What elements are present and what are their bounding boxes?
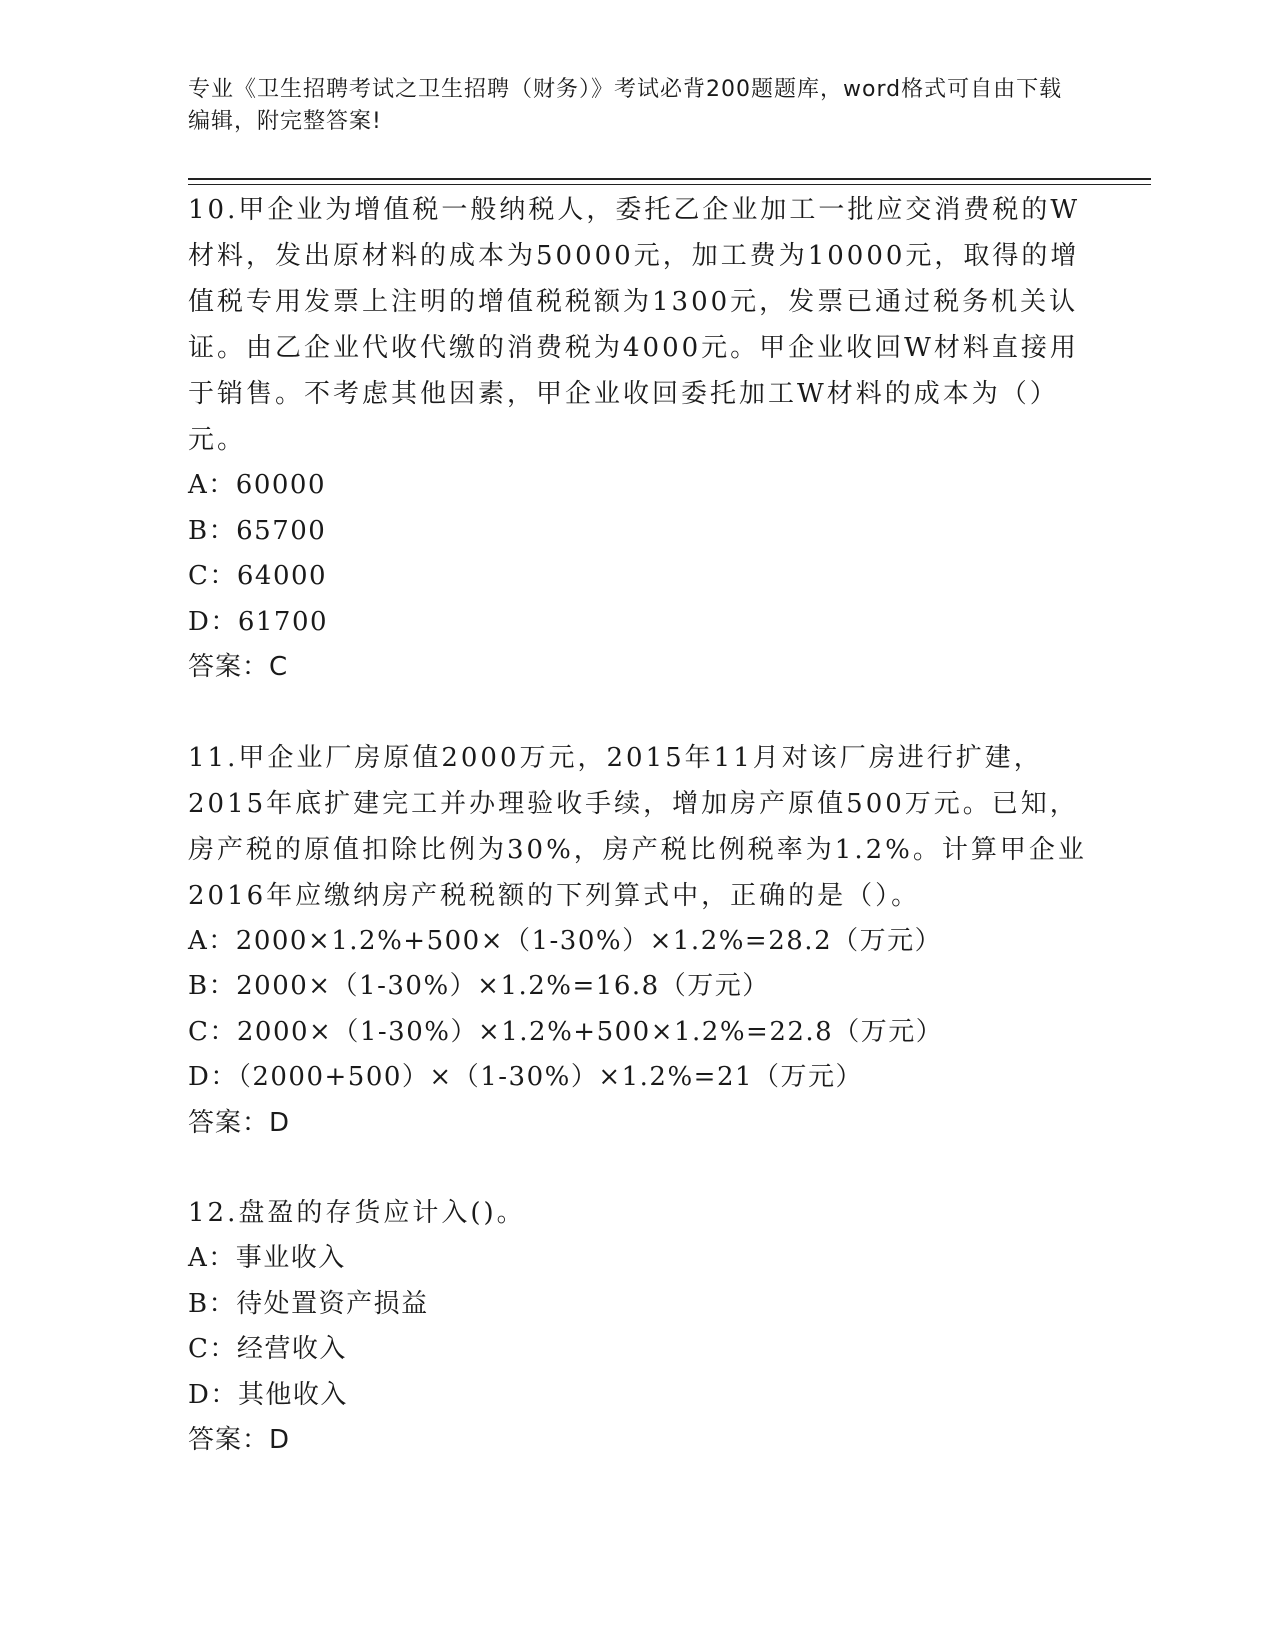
question-stem: 12.盘盈的存货应计入()。 [188,1198,526,1228]
header-divider-thick [188,178,1151,180]
answer-line: 答案：D [188,1107,291,1138]
question-list [188,187,1088,1464]
question-10 [188,187,1088,691]
answer-line: 答案：C [188,652,289,682]
document-header: 专业《卫生招聘考试之卫生招聘（财务）》考试必背200题题库，word格式可自由下载编辑，附完整答案! [188,77,1063,134]
option-c: C：经营收入 [188,1334,347,1364]
answer-line: 答案：D [188,1425,291,1455]
question-12 [188,1190,1088,1464]
option-d: D：（2000+500）×（1-30%）×1.2%=21（万元） [188,1062,864,1092]
option-d: D：61700 [188,606,329,637]
question-stem: 10.甲企业为增值税一般纳税人，委托乙企业加工一批应交消费税的W材料，发出原材料的成本为50000元，加工费为10000元，取得的增值税专用发票上注明的增值税税额为1300元，发票已通过税务机关认证。由乙企业代收代缴的消费税为4000元。甲企业收回W材料直接用于销售。不考虑其他因素，甲企业收回委托加工W材料的成本为（）元。 [188,195,1081,455]
option-a: A：60000 [188,470,326,500]
question-stem: 11.甲企业厂房原值2000万元，2015年11月对该厂房进行扩建，2015年底扩建完工并办理验收手续，增加房产原值500万元。已知，房产税的原值扣除比例为30%，房产税比例税率为1.2%。计算甲企业2016年应缴纳房产税税额的下列算式中，正确的是（）。 [188,742,1087,911]
option-c: C：64000 [188,561,328,591]
option-a: A：2000×1.2%+500×（1-30%）×1.2%=28.2（万元） [188,925,943,956]
option-d: D：其他收入 [188,1379,348,1410]
header-divider-thin [188,184,1151,185]
question-11 [188,735,1088,1147]
option-b: B：待处置资产损益 [188,1288,429,1319]
question-spacer [188,1146,1088,1190]
option-b: B：2000×（1-30%）×1.2%=16.8（万元） [188,971,770,1001]
option-b: B：65700 [188,515,327,546]
question-spacer [188,691,1088,735]
option-c: C：2000×（1-30%）×1.2%+500×1.2%=22.8（万元） [188,1016,944,1047]
option-a: A：事业收入 [188,1243,346,1273]
